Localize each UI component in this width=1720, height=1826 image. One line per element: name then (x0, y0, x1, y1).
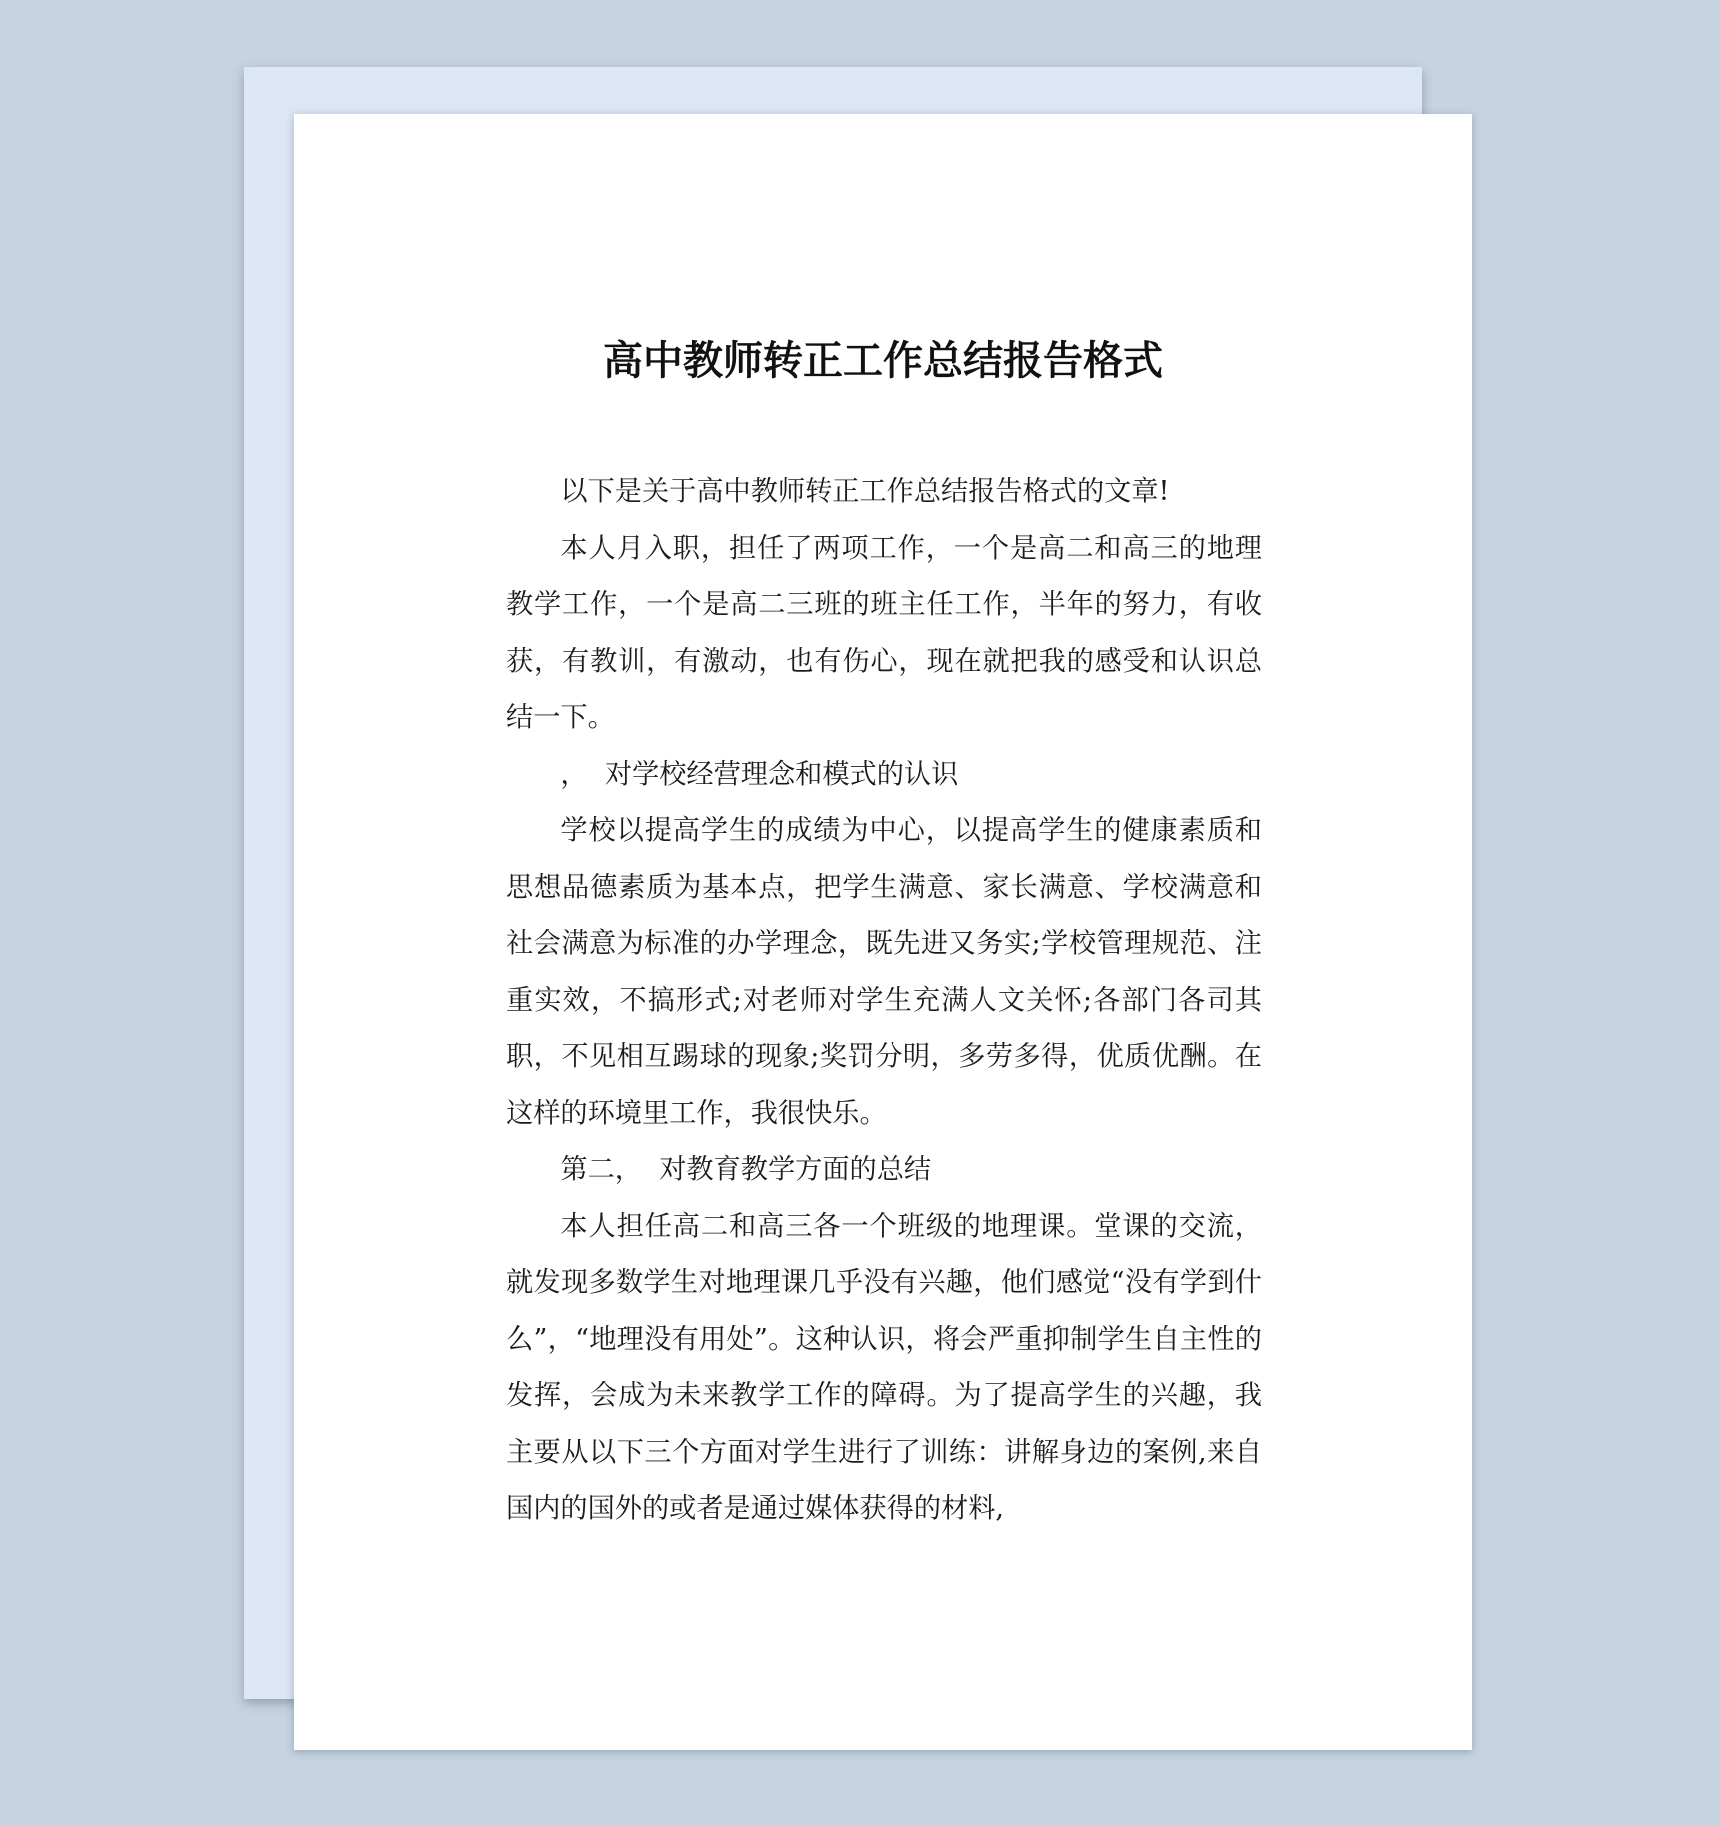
intro-paragraph: 以下是关于高中教师转正工作总结报告格式的文章! (560, 476, 1170, 507)
document-title: 高中教师转正工作总结报告格式 (603, 338, 1163, 384)
document-page (294, 114, 1472, 1750)
paragraph-onboarding: 本人月入职，担任了两项工作，一个是高二和高三的地理教学工作，一个是高二三班的班主任工作，半年的努力，有收获，有教训，有激动，也有伤心，现在就把我的感受和认识总结一下。 (506, 532, 1262, 733)
section-heading-school-philosophy: ， 对学校经营理念和模式的认识 (560, 758, 959, 790)
section-heading-teaching: 第二， 对教育教学方面的总结 (560, 1154, 932, 1185)
paragraph-school-philosophy: 学校以提高学生的成绩为中心，以提高学生的健康素质和思想品德素质为基本点，把学生满意、家长满意、学校满意和社会满意为标准的办学理念，既先进又务实;学校管理规范、注重实效，不搞形式;对老师对学生充满人文关怀;各部门各司其职，不见相互踢球的现象;奖罚分明，多劳多得，优质优酬。在这样的环境里工作，我很快乐。 (506, 815, 1262, 1129)
document-body (506, 464, 1262, 1538)
paragraph-teaching: 本人担任高二和高三各一个班级的地理课。堂课的交流，就发现多数学生对地理课几乎没有兴趣，他们感觉“没有学到什么”，“地理没有用处”。这种认识，将会严重抑制学生自主性的发挥，会成为未来教学工作的障碍。为了提高学生的兴趣，我主要从以下三个方面对学生进行了训练：讲解身边的案例,来自国内的国外的或者是通过媒体获得的材料, (506, 1210, 1262, 1524)
